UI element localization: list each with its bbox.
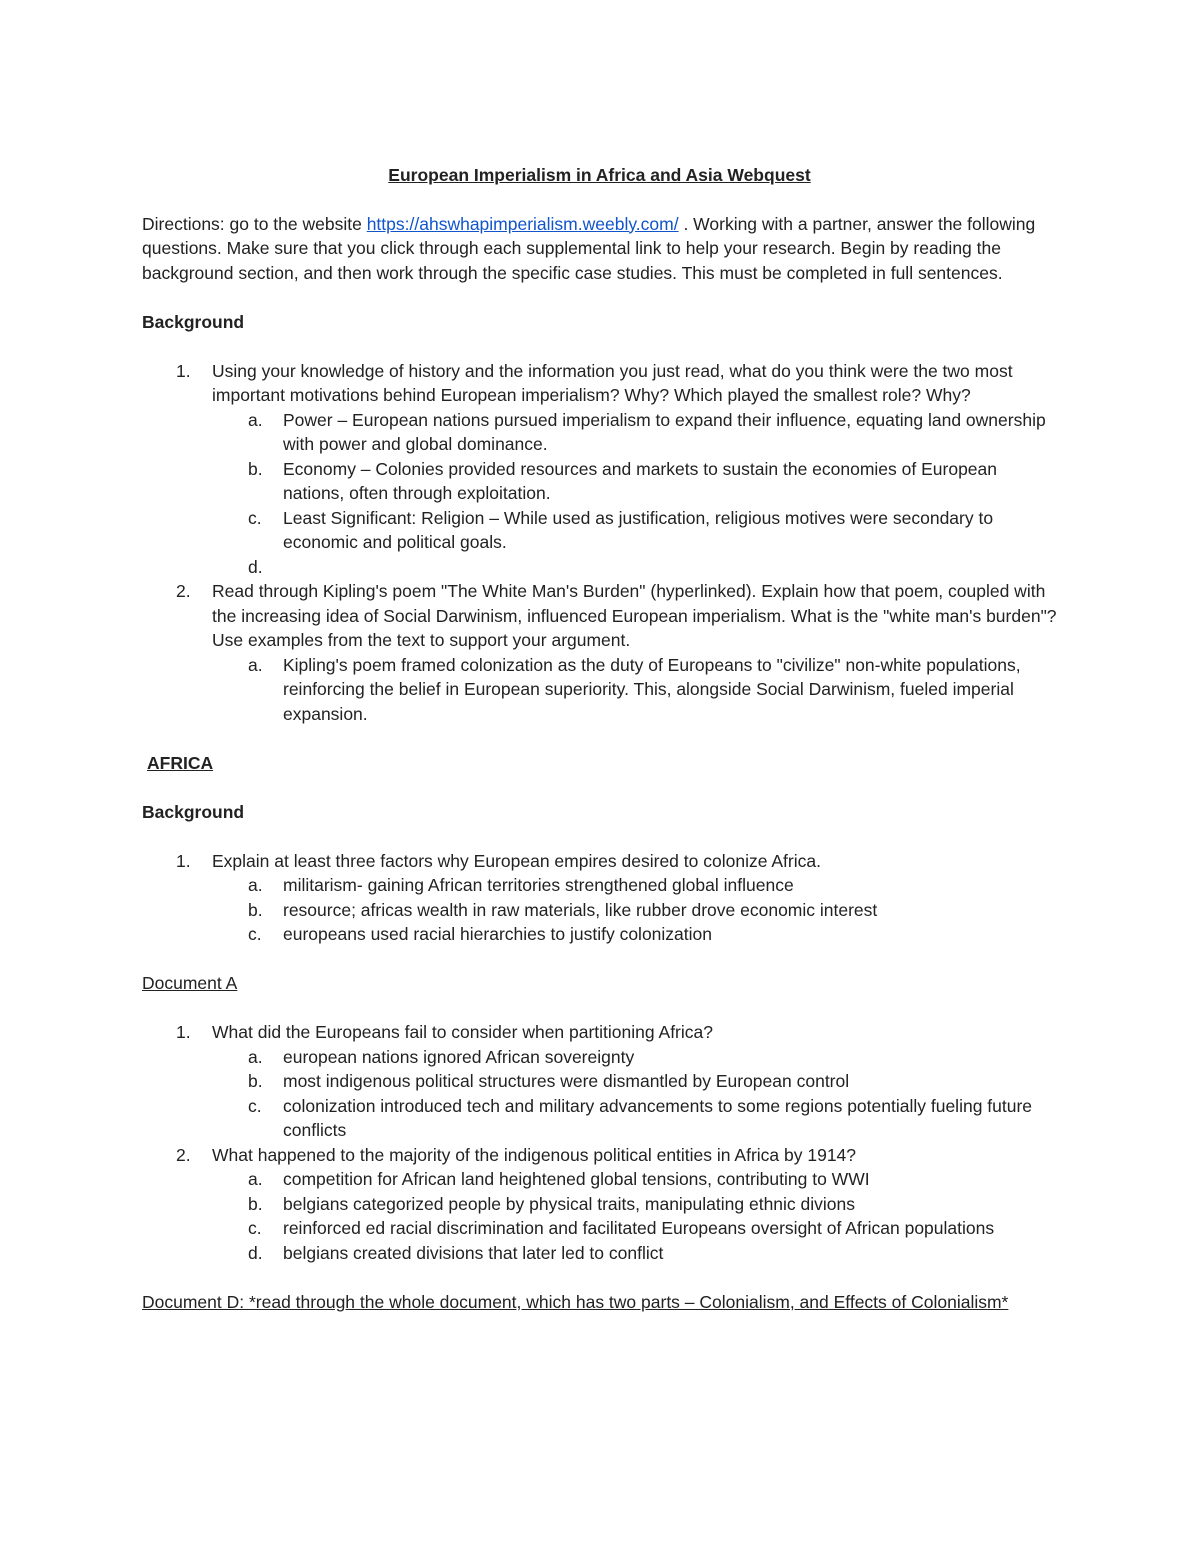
- answer-letter: d.: [248, 1242, 263, 1263]
- answer-text: belgians categorized people by physical traits, manipulating ethnic divions: [283, 1193, 856, 1214]
- document-d-heading: Document D: *read through the whole document, which has two parts – Colonialism, and Effects of Colonialism*: [142, 1291, 1009, 1312]
- answer-text: reinforced ed racial discrimination and facilitated Europeans oversight of African populations: [283, 1218, 995, 1238]
- answer-item: [142, 1241, 1057, 1266]
- question-text: What did the Europeans fail to consider when partitioning Africa?: [212, 1022, 713, 1042]
- answer-list: [212, 653, 1057, 727]
- document-page: [142, 163, 1057, 1339]
- answer-letter: b.: [248, 1193, 263, 1214]
- answer-item: [142, 457, 1057, 506]
- background-question-list: [142, 359, 1057, 727]
- answer-text: resource; africas wealth in raw materials, like rubber drove economic interest: [283, 899, 878, 920]
- answer-letter: c.: [248, 1095, 262, 1116]
- answer-letter: c.: [248, 924, 262, 944]
- answer-list: [212, 1045, 1057, 1143]
- answer-letter: b.: [248, 1071, 263, 1091]
- answer-letter: b.: [248, 458, 263, 479]
- document-title: European Imperialism in Africa and Asia Webquest: [388, 165, 811, 185]
- question-item: [142, 1020, 1057, 1143]
- answer-letter: a.: [248, 1169, 263, 1189]
- answer-item: [142, 506, 1057, 555]
- question-item: [142, 1143, 1057, 1266]
- answer-letter: b.: [248, 899, 263, 920]
- answer-letter: a.: [248, 409, 263, 430]
- answer-letter: a.: [248, 654, 263, 675]
- answer-letter: a.: [248, 875, 263, 895]
- answer-text: european nations ignored African sovereignty: [283, 1046, 635, 1067]
- answer-item: [142, 1192, 1057, 1217]
- directions-paragraph: [142, 212, 1057, 286]
- answer-letter: d.: [248, 556, 263, 577]
- question-text: Read through Kipling's poem "The White Man's Burden" (hyperlinked). Explain how that poem, coupled with the increasing idea of Social Darwinism, influenced European imperialism. What is the "white man's burden"? Use examples from the text to support your argument.: [212, 581, 1057, 650]
- answer-text: Power – European nations pursued imperialism to expand their influence, equating land ownership with power and global dominance.: [283, 409, 1046, 454]
- answer-item: [142, 1045, 1057, 1070]
- question-number: 2.: [176, 581, 191, 601]
- question-text: What happened to the majority of the indigenous political entities in Africa by 1914?: [212, 1144, 857, 1165]
- answer-letter: c.: [248, 507, 262, 528]
- answer-letter: a.: [248, 1046, 263, 1067]
- answer-letter: c.: [248, 1218, 262, 1238]
- answer-item: [142, 898, 1057, 923]
- question-text: Explain at least three factors why European empires desired to colonize Africa.: [212, 850, 821, 871]
- answer-text: militarism- gaining African territories strengthened global influence: [283, 875, 794, 895]
- answer-text: belgians created divisions that later led to conflict: [283, 1242, 664, 1263]
- answer-item: [142, 408, 1057, 457]
- background-heading: Background: [142, 311, 245, 332]
- question-number: 1.: [176, 850, 191, 871]
- answer-text: Economy – Colonies provided resources and markets to sustain the economies of European nations, often through exploitation.: [283, 458, 998, 503]
- answer-text: Least Significant: Religion – While used as justification, religious motives were secondary to economic and political goals.: [283, 507, 994, 552]
- website-link[interactable]: https://ahswhapimperialism.weebly.com/: [366, 213, 679, 234]
- answer-text: Kipling's poem framed colonization as the duty of Europeans to "civilize" non-white populations, reinforcing the belief in European superiority. This, alongside Social Darwinism, fueled imperial expansion.: [283, 654, 1021, 724]
- answer-list: [212, 408, 1057, 580]
- document-a-question-list: [142, 1020, 1057, 1265]
- document-a-heading: Document A: [142, 973, 238, 993]
- answer-text: colonization introduced tech and military advancements to some regions potentially fueling future conflicts: [283, 1095, 1033, 1140]
- question-text: Using your knowledge of history and the information you just read, what do you think were the two most important motivations behind European imperialism? Why? Which played the smallest role? Why?: [212, 360, 1013, 405]
- answer-text: europeans used racial hierarchies to justify colonization: [283, 924, 712, 944]
- answer-item: [142, 1094, 1057, 1143]
- question-item: [142, 849, 1057, 947]
- directions-prefix: Directions: go to the website: [142, 213, 367, 234]
- answer-item: [142, 1167, 1057, 1192]
- answer-list: [212, 1167, 1057, 1265]
- answer-item: [142, 873, 1057, 898]
- answer-item-empty: [142, 555, 1057, 580]
- question-item: [142, 359, 1057, 580]
- answer-item: [142, 653, 1057, 727]
- directions-suffix: . Working with a partner, answer the following questions. Make sure that you click through each supplemental link to help your research. Begin by reading the background section, and then work through the specific case studies. This must be completed in full sentences.: [142, 213, 1036, 283]
- africa-background-heading: Background: [142, 801, 245, 822]
- africa-question-list: [142, 849, 1057, 947]
- answer-list: [212, 873, 1057, 947]
- question-item: [142, 579, 1057, 726]
- answer-text: competition for African land heightened global tensions, contributing to WWI: [283, 1169, 870, 1189]
- answer-item: [142, 1069, 1057, 1094]
- question-number: 2.: [176, 1144, 191, 1165]
- answer-text: most indigenous political structures were dismantled by European control: [283, 1071, 850, 1091]
- africa-heading: AFRICA: [147, 752, 214, 773]
- answer-item: [142, 922, 1057, 947]
- question-number: 1.: [176, 1022, 191, 1042]
- question-number: 1.: [176, 360, 191, 381]
- answer-item: [142, 1216, 1057, 1241]
